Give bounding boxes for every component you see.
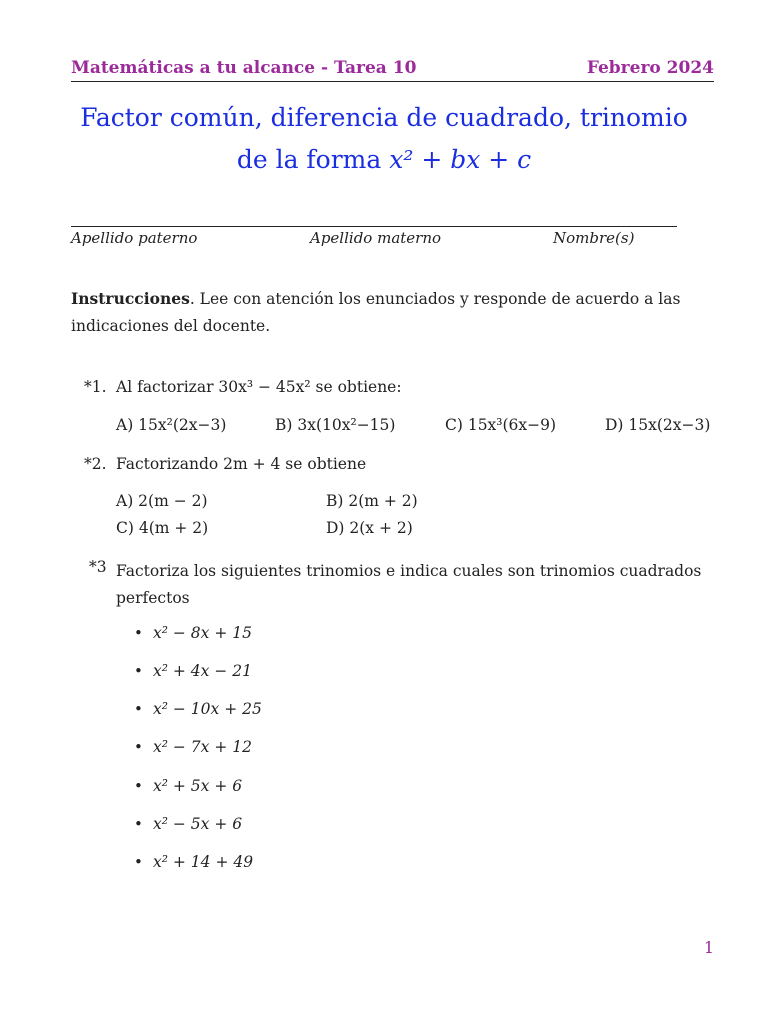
trinomial-item-1: x² − 8x + 15 [153,624,252,642]
trinomial-item-2: x² + 4x − 21 [153,662,252,680]
bullet-icon: • [134,738,143,756]
bullet-icon: • [134,700,143,718]
bullet-icon: • [134,853,143,871]
title-formula: x² + bx + c [389,145,532,174]
question-2-option-c: C) 4(m + 2) [116,519,209,537]
instructions-paragraph [71,285,716,340]
question-1-number: *1. [84,378,107,396]
name-line [71,226,677,227]
bullet-icon: • [134,662,143,680]
document-title-line2 [0,145,768,174]
question-3-text: Factoriza los siguientes trinomios e indica cuales son trinomios cuadrados perfectos [116,562,702,607]
question-2-number: *2. [84,455,107,473]
instructions-label: Instrucciones [71,289,190,308]
question-1-option-b: B) 3x(10x²−15) [275,416,396,434]
question-2-option-a: A) 2(m − 2) [116,492,208,510]
trinomial-item-7: x² + 14 + 49 [153,853,254,871]
trinomial-item-5: x² + 5x + 6 [153,777,243,795]
question-2-option-b: B) 2(m + 2) [326,492,418,510]
question-1-text: Al factorizar 30x³ − 45x² se obtiene: [116,378,402,396]
document-title-line1: Factor común, diferencia de cuadrado, trinomio [80,103,688,132]
question-1-option-a: A) 15x²(2x−3) [116,416,227,434]
question-1-option-c: C) 15x³(6x−9) [445,416,557,434]
question-1-option-d: D) 15x(2x−3) [605,416,711,434]
bullet-icon: • [134,624,143,642]
trinomial-item-3: x² − 10x + 25 [153,700,262,718]
label-apellido-paterno: Apellido paterno [71,229,198,247]
label-apellido-materno: Apellido materno [310,229,442,247]
bullet-icon: • [134,777,143,795]
question-3-number: *3 [89,558,107,576]
header-divider [71,81,714,82]
header-date: Febrero 2024 [586,58,714,78]
page-number: 1 [703,938,714,957]
question-2-text: Factorizando 2m + 4 se obtiene [116,455,367,473]
bullet-icon: • [134,815,143,833]
trinomial-item-4: x² − 7x + 12 [153,738,252,756]
label-nombre: Nombre(s) [553,229,635,247]
header-course-title: Matemáticas a tu alcance - Tarea 10 [71,58,417,78]
title-prefix: de la forma [236,145,382,174]
trinomial-item-6: x² − 5x + 6 [153,815,243,833]
question-2-option-d: D) 2(x + 2) [326,519,413,537]
instructions-text: . Lee con atención los enunciados y responde de acuerdo a las indicaciones del docente. [71,290,681,335]
